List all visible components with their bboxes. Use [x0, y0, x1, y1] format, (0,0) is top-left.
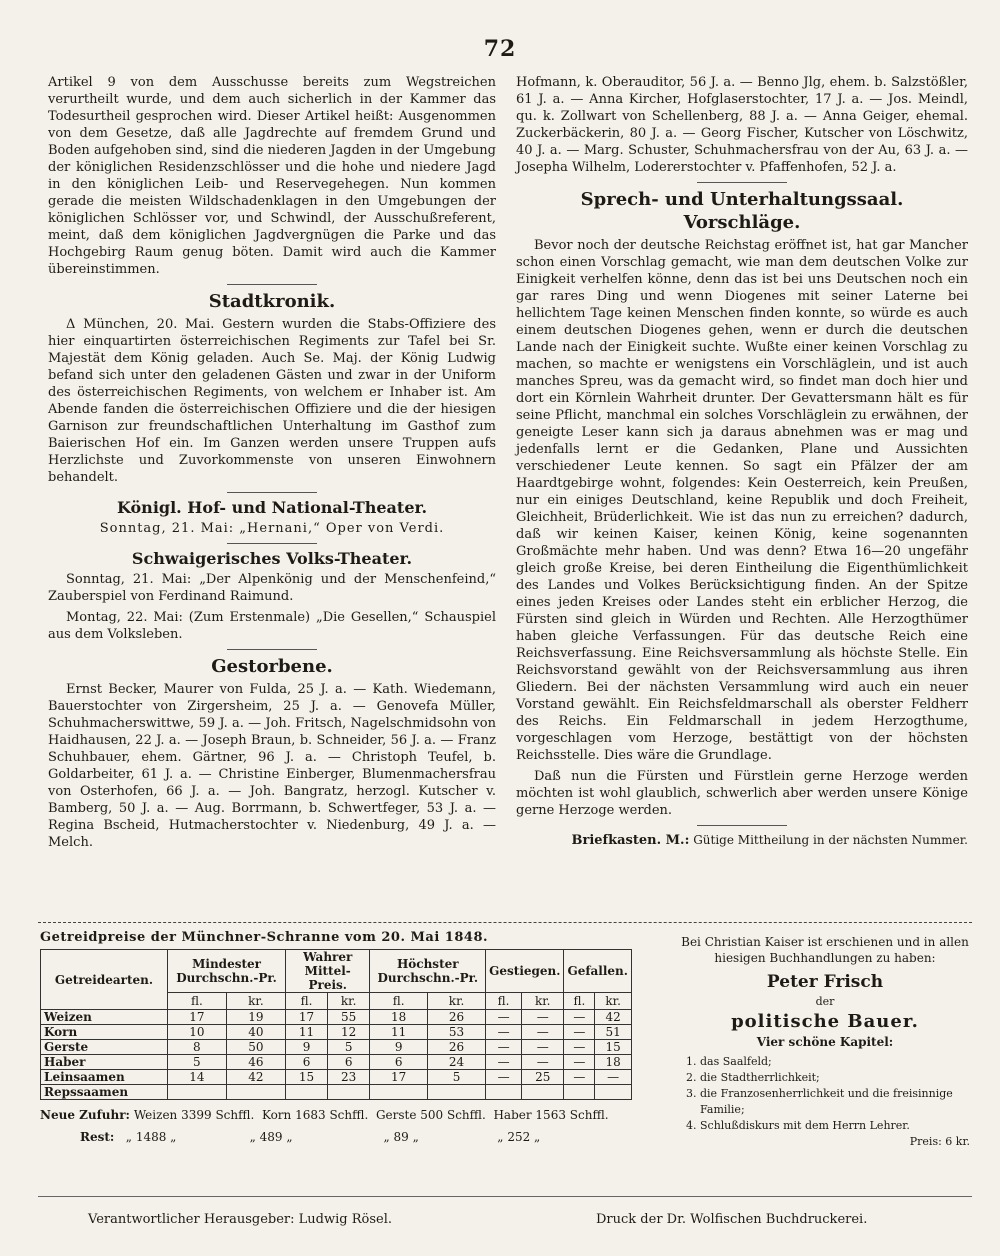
mailbox-label: Briefkasten. M.: — [571, 833, 690, 848]
table-cell: 5 — [168, 1055, 227, 1070]
book-advertisement — [680, 934, 970, 1150]
prices-table — [40, 949, 632, 1100]
table-cell: 24 — [427, 1055, 485, 1070]
table-cell — [370, 1085, 428, 1100]
stadtkronik-heading: Stadtkronik. — [208, 291, 336, 312]
divider — [227, 492, 317, 493]
table-cell: 5 — [427, 1070, 485, 1085]
table-cell: 9 — [370, 1040, 428, 1055]
table-cell: 17 — [168, 1010, 227, 1025]
table-cell: 12 — [327, 1025, 369, 1040]
table-cell: 9 — [286, 1040, 328, 1055]
rest-item: „ 252 „ — [497, 1130, 541, 1144]
table-cell: 50 — [226, 1040, 285, 1055]
table-cell: — — [564, 1055, 595, 1070]
table-cell: 17 — [286, 1010, 328, 1025]
table-header-row — [41, 950, 632, 993]
ad-der: der — [815, 995, 835, 1008]
ad-lead: Bei Christian Kaiser ist erschienen und in allen hiesigen Buchhandlungen zu haben: — [681, 935, 969, 965]
table-cell: 6 — [286, 1055, 328, 1070]
theater1-heading: Königl. Hof- und National-Theater. — [116, 498, 428, 517]
supply-label: Neue Zufuhr: — [40, 1108, 130, 1122]
table-cell: 18 — [370, 1010, 428, 1025]
ad-author: Peter Frisch — [766, 972, 884, 992]
table-cell: 5 — [327, 1040, 369, 1055]
table-cell: 55 — [327, 1010, 369, 1025]
left-column — [48, 74, 496, 855]
table-cell: — — [486, 1070, 522, 1085]
table-cell: 14 — [168, 1070, 227, 1085]
table-cell: 25 — [521, 1070, 563, 1085]
table-cell — [521, 1085, 563, 1100]
footer-divider — [38, 1196, 972, 1197]
grain-name: Repssaamen — [41, 1085, 168, 1100]
theater2-text-sunday: Sonntag, 21. Mai: „Der Alpenkönig und der Menschenfeind,“ Zauberspiel von Ferdinand Raimund. — [48, 572, 496, 604]
table-row — [41, 1055, 632, 1070]
table-cell: — — [486, 1025, 522, 1040]
table-cell: — — [564, 1040, 595, 1055]
table-cell: 19 — [226, 1010, 285, 1025]
vorschlaege-heading: Vorschläge. — [683, 212, 801, 233]
table-cell: — — [521, 1040, 563, 1055]
unit-fl: fl. — [370, 993, 428, 1010]
table-row — [41, 1025, 632, 1040]
table-row — [41, 1070, 632, 1085]
ad-price: Preis: 6 kr. — [909, 1135, 970, 1148]
vorschlaege-paragraph-2: Daß nun die Fürsten und Fürstlein gerne Herzoge werden möchten ist wohl glaublich, schwerlich aber werden unsere Könige gerne Herzoge werden. — [516, 769, 968, 818]
table-cell: — — [486, 1055, 522, 1070]
table-cell — [286, 1085, 328, 1100]
table-cell: 53 — [427, 1025, 485, 1040]
supply-item: Weizen 3399 Schffl. — [133, 1108, 255, 1122]
prices-title: Getreidpreise der Münchner-Schranne vom 20. Mai 1848. — [40, 930, 489, 945]
grain-name: Haber — [41, 1055, 168, 1070]
rest-line — [40, 1126, 670, 1148]
table-row — [41, 1040, 632, 1055]
supply-item: Gerste 500 Schffl. — [375, 1108, 486, 1122]
list-item: 4. Schlußdiskurs mit dem Herrn Lehrer. — [700, 1118, 970, 1134]
group-header: Gefallen. — [564, 950, 632, 993]
table-cell — [486, 1085, 522, 1100]
table-row — [41, 1010, 632, 1025]
table-cell: — — [564, 1025, 595, 1040]
table-cell: 40 — [226, 1025, 285, 1040]
table-cell: 8 — [168, 1040, 227, 1055]
table-cell: — — [486, 1010, 522, 1025]
rest-item: „ 489 „ — [249, 1130, 293, 1144]
chapter-list — [680, 1054, 970, 1134]
table-cell: 18 — [595, 1055, 632, 1070]
table-cell: 11 — [370, 1025, 428, 1040]
table-cell — [427, 1085, 485, 1100]
unit-fl: fl. — [168, 993, 227, 1010]
table-cell: — — [521, 1010, 563, 1025]
unit-kr: kr. — [595, 993, 632, 1010]
list-item: 3. die Franzosenherrlichkeit und die freisinnige Familie; — [700, 1086, 970, 1118]
rest-item: „ 1488 „ — [125, 1130, 177, 1144]
table-cell: 17 — [370, 1070, 428, 1085]
ad-title: politische Bauer. — [731, 1011, 919, 1032]
table-cell — [327, 1085, 369, 1100]
mailbox-text: Gütige Mittheilung in der nächsten Nummer. — [693, 833, 968, 847]
grain-name: Leinsaamen — [41, 1070, 168, 1085]
unit-kr: kr. — [327, 993, 369, 1010]
divider — [227, 649, 317, 650]
grain-prices — [40, 930, 670, 1148]
table-cell — [564, 1085, 595, 1100]
rest-item: „ 89 „ — [383, 1130, 419, 1144]
table-cell: 15 — [595, 1040, 632, 1055]
unit-kr: kr. — [226, 993, 285, 1010]
table-cell: 11 — [286, 1025, 328, 1040]
divider — [227, 284, 317, 285]
group-header: Gestiegen. — [486, 950, 564, 993]
deaths-text: Ernst Becker, Maurer von Fulda, 25 J. a. — Kath. Wiedemann, Bauerstochter von Zirgersheim, 25 J. a. — Genovefa Müller, Schuhmacherswittwe, 59 J. a. — Joh. Fritsch, Nagelschmidsohn von Haidhausen, 22 J. a. — Joseph Braun, b. Schneider, 56 J. a. — Franz Schuhbauer, ehem. Gärtner, 96 J. a. — Christoph Teufel, b. Goldarbeiter, 61 J. a. — Christine Einberger, Blumenmachersfrau von Osterhofen, 66 J. a. — Joh. Bangratz, herzogl. Kutscher v. Bamberg, 50 J. a. — Aug. Borrmann, b. Schwertfeger, 53 J. a. — Regina Bscheid, Hutmacherstochter v. Niedenburg, 49 J. a. — Melch. — [48, 682, 496, 850]
footer-printer: Druck der Dr. Wolfischen Buchdruckerei. — [596, 1212, 868, 1227]
table-cell: — — [564, 1070, 595, 1085]
unit-kr: kr. — [427, 993, 485, 1010]
table-cell: — — [595, 1070, 632, 1085]
table-cell: 46 — [226, 1055, 285, 1070]
table-cell: 26 — [427, 1040, 485, 1055]
supply-item: Korn 1683 Schffl. — [261, 1108, 369, 1122]
table-cell: 15 — [286, 1070, 328, 1085]
mailbox — [516, 832, 968, 849]
stadtkronik-text: Δ München, 20. Mai. Gestern wurden die Stabs-Offiziere des hier einquartirten österreichischen Regiments zur Tafel bei Sr. Majestät dem König geladen. Auch Se. Maj. der König Ludwig befand sich unter den geladenen Gästen und zwar in der Uniform des österreichischen Regiments, von welchem er Inhaber ist. Am Abende fanden die österreichischen Offiziere und die der hiesigen Garnison zur freundschaftlichen Unterhaltung im Gasthof zum Baierischen Hof ein. Im Ganzen werden unsere Truppen aufs Herzlichste und Zuvorkommenste von unseren Einwohnern behandelt. — [48, 317, 496, 485]
supply-item: Haber 1563 Schffl. — [493, 1108, 609, 1122]
table-cell: — — [521, 1025, 563, 1040]
table-cell: 26 — [427, 1010, 485, 1025]
group-header: Höchster Durchschn.-Pr. — [370, 950, 486, 993]
right-column — [516, 74, 968, 849]
table-cell: 6 — [370, 1055, 428, 1070]
table-cell: 6 — [327, 1055, 369, 1070]
table-cell: — — [521, 1055, 563, 1070]
rest-label: Rest: — [80, 1130, 115, 1144]
supply-lines — [40, 1104, 670, 1148]
theater2-text-monday: Montag, 22. Mai: (Zum Erstenmale) „Die Gesellen,“ Schauspiel aus dem Volksleben. — [48, 610, 496, 642]
unit-kr: kr. — [521, 993, 563, 1010]
page-number: 72 — [483, 36, 517, 62]
table-cell — [168, 1085, 227, 1100]
col-name-header: Getreidearten. — [41, 950, 168, 1010]
list-item: 1. das Saalfeld; — [700, 1054, 970, 1070]
table-cell — [595, 1085, 632, 1100]
table-cell — [226, 1085, 285, 1100]
grain-name: Gerste — [41, 1040, 168, 1055]
table-cell: 23 — [327, 1070, 369, 1085]
divider — [227, 543, 317, 544]
group-header: Wahrer Mittel-Preis. — [286, 950, 370, 993]
footer-editor: Verantwortlicher Herausgeber: Ludwig Rösel. — [88, 1212, 392, 1227]
table-cell: 42 — [595, 1010, 632, 1025]
divider — [697, 825, 787, 826]
deaths-continued: Hofmann, k. Oberauditor, 56 J. a. — Benno Jlg, ehem. b. Salzstößler, 61 J. a. — Anna Kircher, Hofglaserstochter, 17 J. a. — Jos. Meindl, qu. k. Zollwart von Schellenberg, 88 J. a. — Anna Geiger, ehemal. Zuckerbäckerin, 80 J. a. — Georg Fischer, Kutscher von Löschwitz, 40 J. a. — Marg. Schuster, Schuhmachersfrau von der Au, 63 J. a. — Josepha Wilhelm, Lodererstochter v. Pfaffenhofen, 52 J. a. — [516, 75, 968, 175]
grain-name: Weizen — [41, 1010, 168, 1025]
unit-fl: fl. — [486, 993, 522, 1010]
unit-fl: fl. — [286, 993, 328, 1010]
section-divider — [38, 922, 972, 923]
table-cell: 42 — [226, 1070, 285, 1085]
table-row — [41, 1085, 632, 1100]
theater2-heading: Schwaigerisches Volks-Theater. — [131, 549, 413, 568]
table-cell: 51 — [595, 1025, 632, 1040]
deaths-heading: Gestorbene. — [211, 656, 333, 677]
vorschlaege-paragraph-1: Bevor noch der deutsche Reichstag eröffnet ist, hat gar Mancher schon einen Vorschlag gemacht, wie man dem deutschen Volke zur Einigkeit verhelfen könne, denn das ist bei uns Deutschen noch ein gar rares Ding und wenn Diogenes mit seiner Laterne bei hellichtem Tage keinen Menschen finden konnte, so würde es auch einem deutschen Diogenes gehen, wenn er durch die deutschen Lande nach der Einigkeit suchte. Wußte einer keinen Vorschlag zu machen, so machte er wenigstens ein Vorschläglein, und ist auch manches Spreu, was da gemacht wird, so findet man doch hier und dort ein Körnlein Wahrheit drunter. Der Gevattersmann hält es für seine Pflicht, manchmal ein solches Vorschläglein zu erwähnen, der geneigte Leser kann sich ja daraus abnehmen was er mag und jedenfalls lernt er die Gedanken, Plane und Aussichten verschiedener Leute kennen. So sagt ein Pfälzer der am Haardtgebirge wohnt, folgendes: Kein Oesterreich, kein Preußen, nur ein einiges Deutschland, keine Republik und doch Freiheit, Gleichheit, Brüderlichkeit. Wie ist das nun zu erreichen? dadurch, daß wir keinen Kaiser, keinen König, keine sogenannten Großmächte mehr haben. Und was denn? Etwa 16—20 ungefähr gleich große Kreise, bei deren Eintheilung die Eigenthümlichkeit des Landes und Volkes Berücksichtigung finden. An der Spitze eines jeden Kreises oder Landes steht ein erblicher Herzog, die Fürsten sind gleich in Würden und Rechten. Alle Herzogthümer haben gleiche Verfassungen. Für das deutsche Reich eine Reichsverfassung. Eine Reichsversammlung als höchste Stelle. Ein Reichsvorstand gewählt von der Reichsversammlung aus ihren Gliedern. Bei der nächsten Versammlung wird auch ein neuer Vorstand gewählt. Ein Reichsfeldmarschall als oberster Feldherr des Reichs. Ein Feldmarschall in jedem Herzogthume, vorgeschlagen vom Herzoge, bestättigt von der höchsten Reichsstelle. Dies wäre die Grundlage. — [516, 238, 968, 763]
divider — [697, 182, 787, 183]
theater1-text: Sonntag, 21. Mai: „Hernani,“ Oper von Verdi. — [99, 521, 445, 536]
sprech-heading: Sprech- und Unterhaltungssaal. — [580, 189, 904, 210]
new-supply-line — [40, 1104, 670, 1126]
grain-name: Korn — [41, 1025, 168, 1040]
list-item: 2. die Stadtherrlichkeit; — [700, 1070, 970, 1086]
table-cell: — — [486, 1040, 522, 1055]
group-header: Mindester Durchschn.-Pr. — [168, 950, 286, 993]
table-cell: 10 — [168, 1025, 227, 1040]
ad-subtitle: Vier schöne Kapitel: — [756, 1035, 894, 1049]
unit-fl: fl. — [564, 993, 595, 1010]
table-cell: — — [564, 1010, 595, 1025]
article-intro: Artikel 9 von dem Ausschusse bereits zum Wegstreichen verurtheilt wurde, und dem auch sicherlich in der Kammer das Todesurtheil gesprochen wird. Dieser Artikel heißt: Ausgenommen von dem Gesetze, daß alle Jagdrechte auf fremdem Grund und Boden aufgehoben sind, sind die niederen Jagden in der Umgebung der königlichen Residenzschlösser und die hohe und niedere Jagd in den königlichen Leib- und Reservegehegen. Nun kommen gerade die meisten Wildschadenklagen in den Umgebungen der königlichen Schlösser vor, und Schwindl, der Ausschußreferent, meint, daß dem königlichen Jagdvergnügen die Parke und das Hochgebirg Raum genug böten. Damit wird auch die Kammer übereinstimmen. — [48, 75, 496, 277]
